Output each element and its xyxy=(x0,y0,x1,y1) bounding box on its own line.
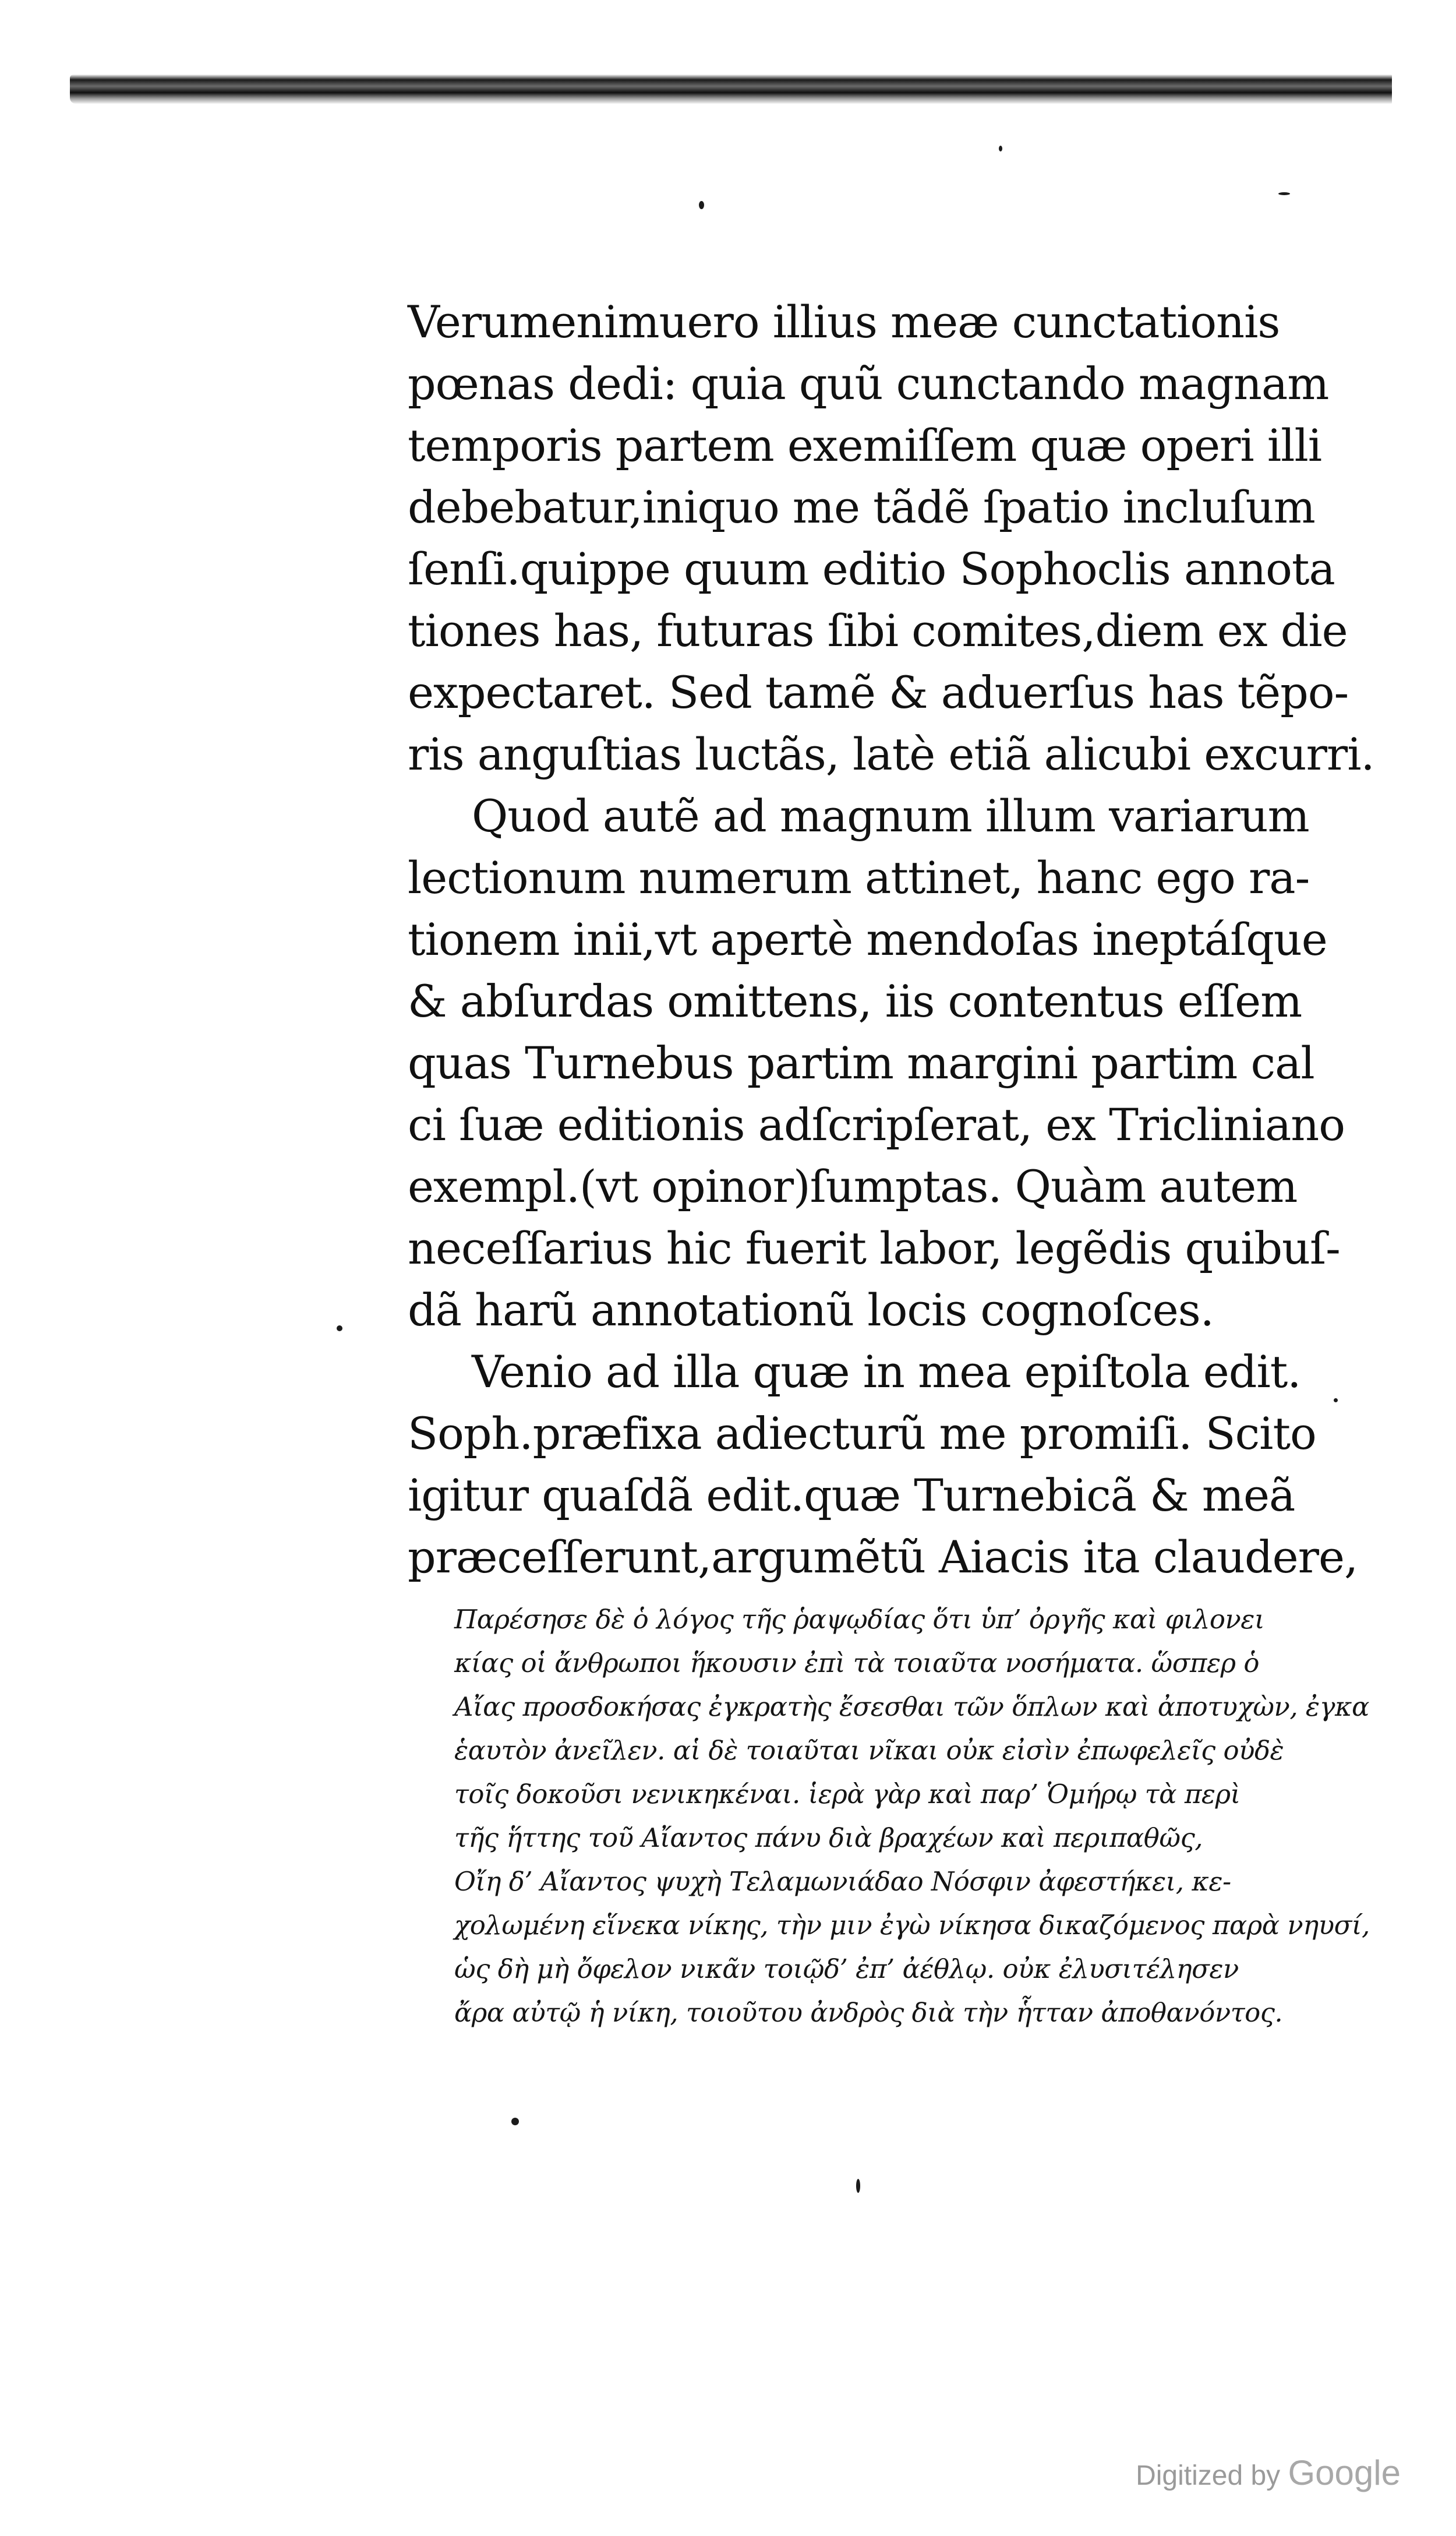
digitized-watermark xyxy=(1136,2453,1401,2493)
greek-text-line: ἄρα αὐτῷ ἡ νίκη, τοιοῦτου ἀνδρὸς διὰ τὴν ἧτταν ἀποθανόντος. xyxy=(454,1997,1283,2028)
latin-text-line: pœnas dedi: quia quũ cunctando magnam xyxy=(408,358,1329,410)
latin-text-line: ris anguſtias luctãs, latè etiã alicubi excurri. xyxy=(408,728,1374,780)
greek-text-line: ἑαυτὸν ἀνεῖλεν. αἱ δὲ τοιαῦται νῖκαι οὐκ εἰσὶν ἐπωφελεῖς οὐδὲ xyxy=(454,1735,1284,1766)
latin-text-line: ci ſuæ editionis adſcripſerat, ex Tricliniano xyxy=(408,1099,1345,1151)
greek-text-line: ὡς δὴ μὴ ὄφελον νικᾶν τοιῷδ’ ἐπ’ ἀέθλῳ. οὐκ ἐλυσιτέλησεν xyxy=(454,1953,1239,1984)
latin-text-line: expectaret. Sed tamẽ & aduerſus has tẽpo- xyxy=(408,666,1349,718)
greek-text-line: χολωμένη εἵνεκα νίκης, τὴν μιν ἐγὼ νίκησα δικαζόμενος παρὰ νηυσί, xyxy=(454,1910,1370,1941)
greek-text-line: Παρέσησε δὲ ὁ λόγος τῆς ῥαψῳδίας ὅτι ὑπ’ ὀργῆς καὶ φιλονει xyxy=(454,1604,1265,1635)
latin-text-line: exempl.(vt opinor)ſumptas. Quàm autem xyxy=(408,1161,1298,1212)
google-logo-text: Google xyxy=(1288,2453,1401,2492)
ink-speck xyxy=(999,146,1002,151)
watermark-prefix: Digitized by xyxy=(1136,2460,1281,2491)
latin-text-line: & abſurdas omittens, iis contentus eſſem xyxy=(408,975,1302,1027)
ink-speck xyxy=(699,201,704,209)
ink-speck xyxy=(337,1325,342,1331)
latin-text-line: Venio ad illa quæ in mea epiſtola edit. xyxy=(472,1346,1301,1398)
top-printed-rule xyxy=(70,75,1392,104)
latin-text-line: tiones has, futuras ſibi comites,diem ex die xyxy=(408,605,1348,657)
ink-speck xyxy=(856,2179,860,2193)
greek-text-line: τοῖς δοκοῦσι νενικηκέναι. ἱερὰ γὰρ καὶ παρ’ Ὁμήρῳ τὰ περὶ xyxy=(454,1779,1241,1810)
latin-text-line: Quod autẽ ad magnum illum variarum xyxy=(472,790,1309,842)
latin-text-line: lectionum numerum attinet, hanc ego ra- xyxy=(408,852,1310,904)
latin-text-line: præceſſerunt,argumẽtũ Aiacis ita claudere, xyxy=(408,1531,1358,1583)
latin-text-line: debebatur,iniquo me tãdẽ ſpatio incluſum xyxy=(408,481,1315,533)
greek-text-line: τῆς ἥττης τοῦ Αἴαντος πάνυ διὰ βραχέων καὶ περιπαθῶς, xyxy=(454,1822,1203,1853)
latin-text-line: Verumenimuero illius meæ cunctationis xyxy=(408,296,1280,348)
latin-text-line: dã harũ annotationũ locis cognoſces. xyxy=(408,1284,1214,1336)
latin-text-line: igitur quaſdã edit.quæ Turnebicã & meã xyxy=(408,1469,1295,1521)
ink-speck xyxy=(511,2118,519,2125)
latin-text-line: tionem inii,vt apertè mendoſas ineptáſque xyxy=(408,913,1327,965)
latin-text-line: ſenſi.quippe quum editio Sophoclis annota xyxy=(408,543,1335,595)
ink-speck xyxy=(1278,192,1290,195)
latin-text-line: temporis partem exemiſſem quæ operi illi xyxy=(408,419,1322,471)
greek-quotation xyxy=(454,1597,1370,2034)
latin-text-line: Soph.præfixa adiecturũ me promiſi. Scito xyxy=(408,1408,1316,1459)
greek-text-line: Οἴη δ’ Αἴαντος ψυχὴ Τελαμωνιάδαο Νόσφιν ἀφεστήκει, κε- xyxy=(454,1866,1231,1897)
ink-speck xyxy=(1334,1398,1338,1402)
latin-text-line: neceſſarius hic fuerit labor, legẽdis quibuſ- xyxy=(408,1222,1340,1274)
greek-text-line: κίας οἱ ἄνθρωποι ἥκουσιν ἐπὶ τὰ τοιαῦτα νοσήματα. ὥσπερ ὁ xyxy=(454,1648,1259,1678)
page-body xyxy=(408,291,1374,2034)
greek-text-line: Αἴας προσδοκήσας ἐγκρατὴς ἔσεσθαι τῶν ὅπλων καὶ ἀποτυχὼν, ἐγκα xyxy=(454,1691,1369,1722)
latin-text-line: quas Turnebus partim margini partim cal xyxy=(408,1037,1314,1089)
